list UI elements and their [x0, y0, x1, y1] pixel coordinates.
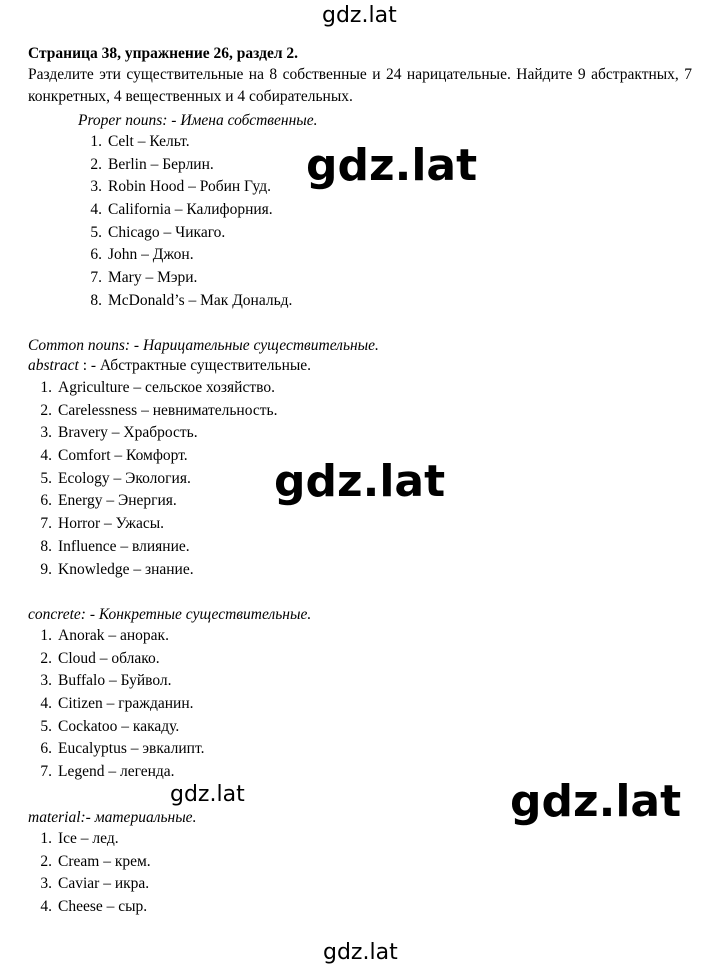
watermark-large-2: gdz.lat	[274, 456, 446, 507]
list-item: 4. California – Калифорния.	[90, 201, 273, 219]
list-item: 4. Citizen – гражданин.	[40, 695, 194, 713]
material-heading: material:- материальные.	[28, 809, 197, 826]
list-item: 1. Anorak – анорак.	[40, 627, 169, 644]
list-item: 9. Knowledge – знание.	[40, 560, 194, 578]
list-item: 5. Ecology – Экология.	[40, 469, 191, 487]
list-item: 4. Cheese – сыр.	[40, 898, 148, 916]
list-item: 4. Comfort – Комфорт.	[40, 447, 188, 465]
list-item: 2. Carelessness – невнимательность.	[40, 401, 278, 419]
watermark-bottom: gdz.lat	[323, 940, 398, 965]
list-item: 2. Cream – крем.	[40, 852, 151, 870]
list-item: 7. Legend – легенда.	[40, 763, 175, 781]
list-item: 5. Cockatoo – какаду.	[40, 717, 180, 735]
concrete-heading: concrete: - Конкретные существительные.	[28, 606, 312, 623]
proper-nouns-heading: Proper nouns: - Имена собственные.	[78, 112, 318, 129]
list-item: 3. Bravery – Храбрость.	[40, 424, 198, 442]
list-item: 8. McDonald’s – Мак Дональд.	[90, 291, 293, 309]
exercise-title: Страница 38, упражнение 26, раздел 2.	[28, 45, 299, 62]
list-item: 3. Robin Hood – Робин Гуд.	[90, 178, 271, 196]
list-item: 5. Chicago – Чикаго.	[90, 223, 226, 241]
concrete-list	[28, 625, 204, 784]
list-item: 1. Ice – лед.	[40, 830, 119, 847]
list-item: 6. John – Джон.	[90, 246, 194, 264]
list-item: 3. Caviar – икра.	[40, 875, 150, 893]
list-item: 1. Celt – Кельт.	[90, 133, 190, 150]
list-item: 1. Agriculture – сельское хозяйство.	[40, 379, 275, 396]
watermark-small: gdz.lat	[170, 782, 245, 807]
list-item: 8. Influence – влияние.	[40, 537, 190, 555]
proper-nouns-list	[78, 131, 292, 313]
watermark-top: gdz.lat	[322, 3, 397, 28]
common-nouns-heading: Common nouns: - Нарицательные существительные.	[28, 337, 379, 354]
exercise-instruction: Разделите эти существительные на 8 собственные и 24 нарицательные. Найдите 9 абстрактных, 7 конкретных, 4 вещественных и 4 собирательных.	[28, 66, 692, 105]
list-item: 6. Eucalyptus – эвкалипт.	[40, 740, 205, 758]
watermark-large-3: gdz.lat	[510, 776, 682, 827]
list-item: 2. Cloud – облако.	[40, 649, 160, 667]
watermark-large-1: gdz.lat	[306, 140, 478, 191]
list-item: 6. Energy – Энергия.	[40, 492, 177, 510]
list-item: 2. Berlin – Берлин.	[90, 155, 214, 173]
list-item: 7. Horror – Ужасы.	[40, 515, 165, 533]
abstract-list	[28, 377, 277, 581]
list-item: 3. Buffalo – Буйвол.	[40, 672, 172, 690]
abstract-heading: abstract : - Абстрактные существительные.	[28, 357, 312, 374]
list-item: 7. Mary – Мэри.	[90, 269, 198, 287]
material-list	[28, 828, 151, 919]
